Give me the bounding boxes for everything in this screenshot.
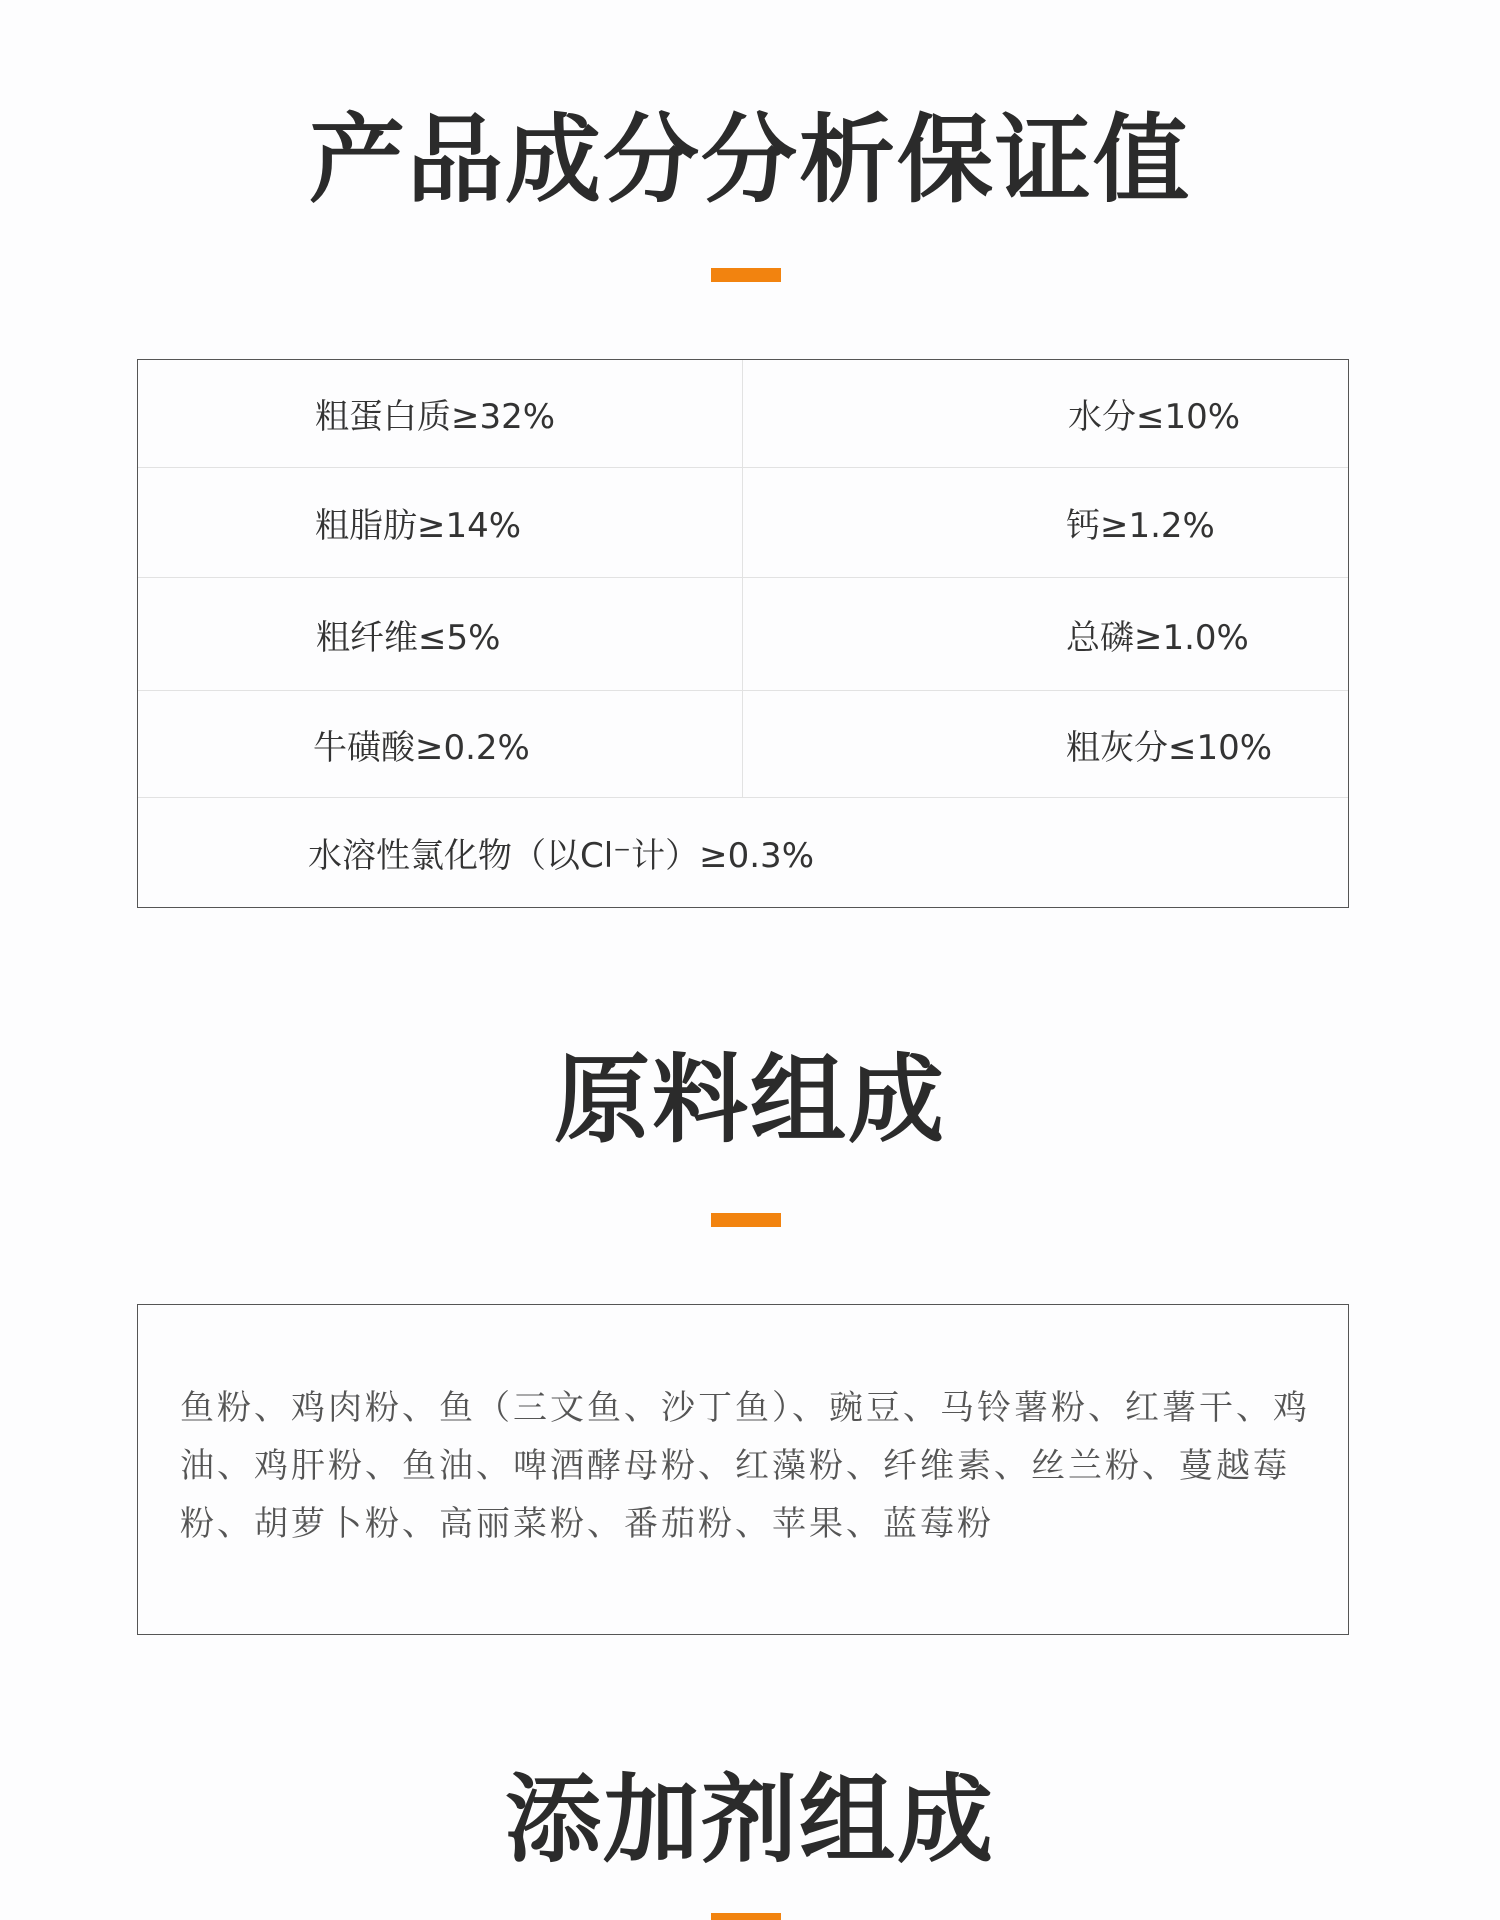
ingredients-text: 鱼粉、鸡肉粉、鱼（三文鱼、沙丁鱼）、豌豆、马铃薯粉、红薯干、鸡油、鸡肝粉、鱼油、啤酒酵母粉、红藻粉、纤维素、丝兰粉、蔓越莓粉、胡萝卜粉、高丽菜粉、番茄粉、苹果、蓝莓粉 [180,1388,1310,1544]
analysis-cell-chloride: 水溶性氯化物（以Cl⁻计）≥0.3% [308,836,814,876]
analysis-cell-crude-fat: 粗脂肪≥14% [138,468,743,577]
analysis-cell-crude-fiber: 粗纤维≤5% [138,578,743,690]
ingredients-title: 原料组成 [554,1044,946,1156]
analysis-cell-taurine: 牛磺酸≥0.2% [138,691,743,797]
table-row [138,360,1348,468]
analysis-cell-calcium: 钙≥1.2% [1066,506,1215,546]
table-row [138,578,1348,691]
additives-title: 添加剂组成 [505,1764,995,1876]
table-row [138,798,1348,907]
analysis-cell-phosphorus: 总磷≥1.0% [1066,617,1249,658]
ingredients-title-accent-bar [711,1213,781,1227]
ingredients-box [137,1304,1349,1635]
table-row [138,468,1348,578]
analysis-table [137,359,1349,908]
table-row [138,691,1348,798]
additives-title-accent-bar [711,1913,781,1920]
analysis-title: 产品成分分析保证值 [309,104,1191,216]
analysis-cell-moisture: 水分≤10% [1068,397,1241,437]
analysis-cell-crude-ash: 粗灰分≤10% [1066,727,1273,768]
analysis-cell-crude-protein: 粗蛋白质≥32% [138,360,743,467]
analysis-title-accent-bar [711,268,781,282]
